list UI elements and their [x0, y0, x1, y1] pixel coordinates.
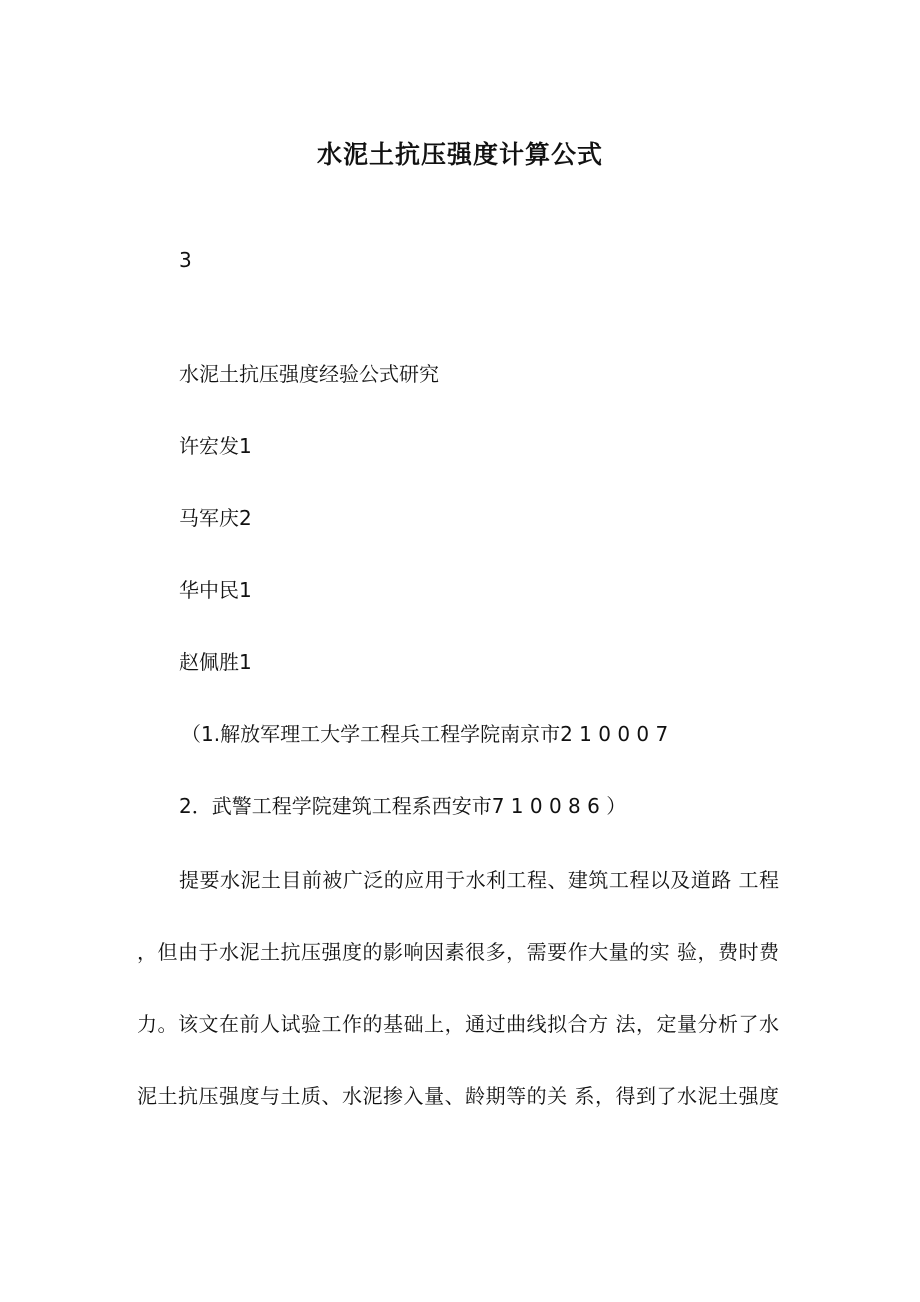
affiliation-2: 2．武警工程学院建筑工程系西安市7 1 0 0 8 6 ）	[179, 794, 627, 818]
author-4: 赵佩胜1	[179, 650, 252, 674]
abstract-line-2: ，但由于水泥土抗压强度的影响因素很多，需要作大量的实 验，费时费	[137, 940, 779, 964]
affiliation-1: （1.解放军理工大学工程兵工程学院南京市2 1 0 0 0 7	[181, 722, 669, 746]
abstract-line-1: 提要水泥土目前被广泛的应用于水利工程、建筑工程以及道路 工程	[179, 868, 779, 892]
author-2: 马军庆2	[179, 506, 252, 530]
author-3: 华中民1	[179, 578, 252, 602]
abstract-line-4: 泥土抗压强度与土质、水泥掺入量、龄期等的关 系，得到了水泥土强度	[137, 1084, 779, 1108]
author-1: 许宏发1	[179, 434, 252, 458]
page-number-marker: 3	[179, 248, 192, 272]
page-title: 水泥土抗压强度计算公式	[316, 140, 603, 169]
paper-title: 水泥土抗压强度经验公式研究	[179, 362, 439, 386]
abstract-line-3: 力。该文在前人试验工作的基础上，通过曲线拟合方 法，定量分析了水	[137, 1012, 779, 1036]
